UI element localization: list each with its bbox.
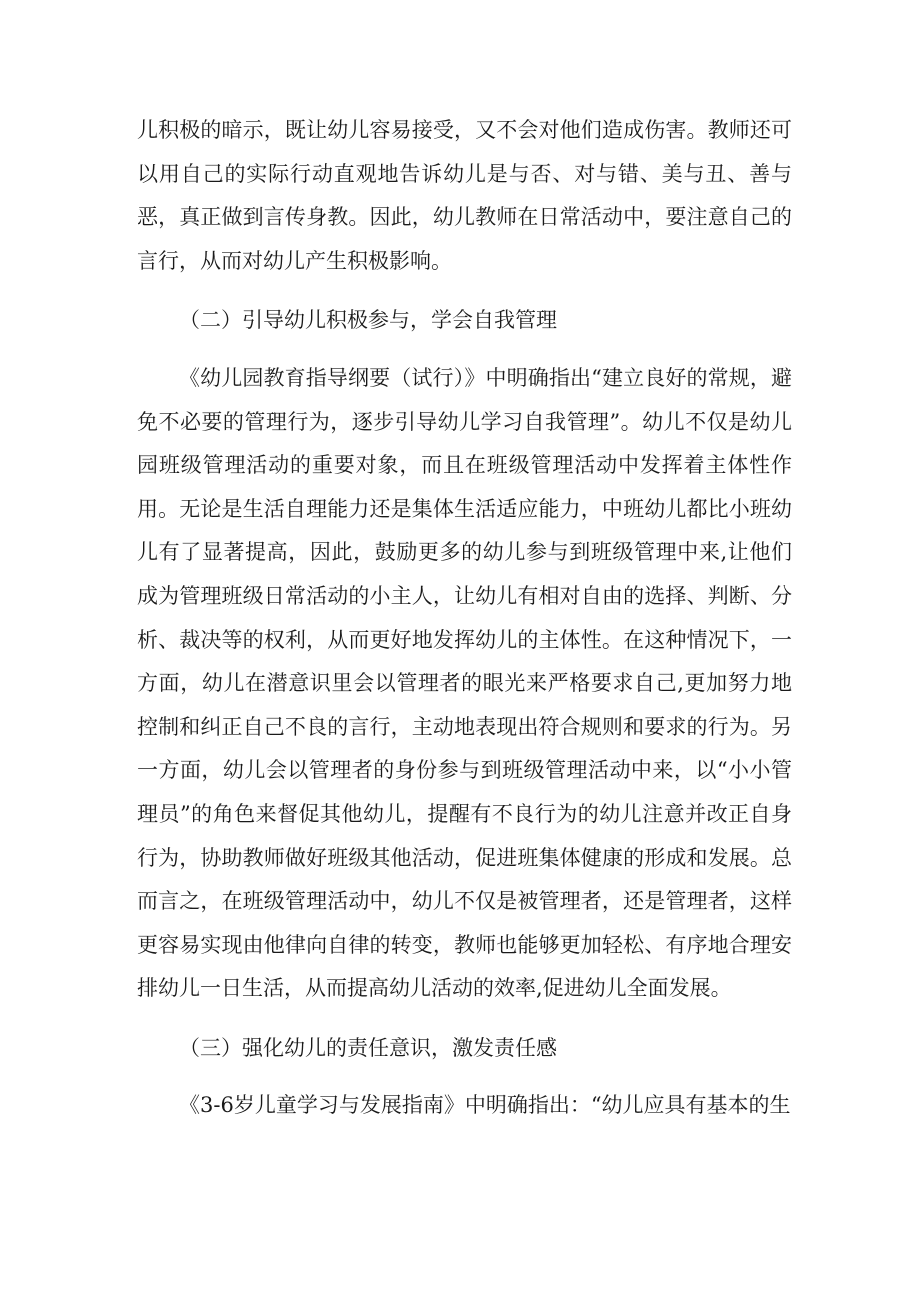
document-body (137, 109, 792, 1128)
section-heading-3: （三）强化幼儿的责任意识，激发责任感 (179, 1035, 557, 1060)
paragraph-continued: 儿积极的暗示，既让幼儿容易接受，又不会对他们造成伤害。教师还可以用自己的实际行动直观地告诉幼儿是与否、对与错、美与丑、善与恶，真正做到言传身教。因此，幼儿教师在日常活动中，要注意自己的言行，从而对幼儿产生积极影响。 (137, 118, 792, 273)
paragraph-guide-quote: 《3-6岁儿童学习与发展指南》中明确指出：“幼儿应具有基本的生 (179, 1093, 791, 1118)
paragraph-self-management: 《幼儿园教育指导纲要（试行）》中明确指出“建立良好的常规，避免不必要的管理行为，逐步引导幼儿学习自我管理”。幼儿不仅是幼儿园班级管理活动的重要对象，而且在班级管理活动中发挥着主体性作用。无论是生活自理能力还是集体生活适应能力，中班幼儿都比小班幼儿有了显著提高，因此，鼓励更多的幼儿参与到班级管理中来,让他们成为管理班级日常活动的小主人，让幼儿有相对自由的选择、判断、分析、裁决等的权利，从而更好地发挥幼儿的主体性。在这种情况下，一方面，幼儿在潜意识里会以管理者的眼光来严格要求自己,更加努力地控制和纠正自己不良的言行，主动地表现出符合规则和要求的行为。另一方面，幼儿会以管理者的身份参与到班级管理活动中来，以“小小管理员”的角色来督促其他幼儿，提醒有不良行为的幼儿注意并改正自身行为，协助教师做好班级其他活动，促进班集体健康的形成和发展。总而言之，在班级管理活动中，幼儿不仅是被管理者，还是管理者，这样更容易实现由他律向自律的转变，教师也能够更加轻松、有序地合理安排幼儿一日生活，从而提高幼儿活动的效率,促进幼儿全面发展。 (137, 365, 792, 1001)
section-heading-2: （二）引导幼儿积极参与，学会自我管理 (179, 308, 557, 333)
